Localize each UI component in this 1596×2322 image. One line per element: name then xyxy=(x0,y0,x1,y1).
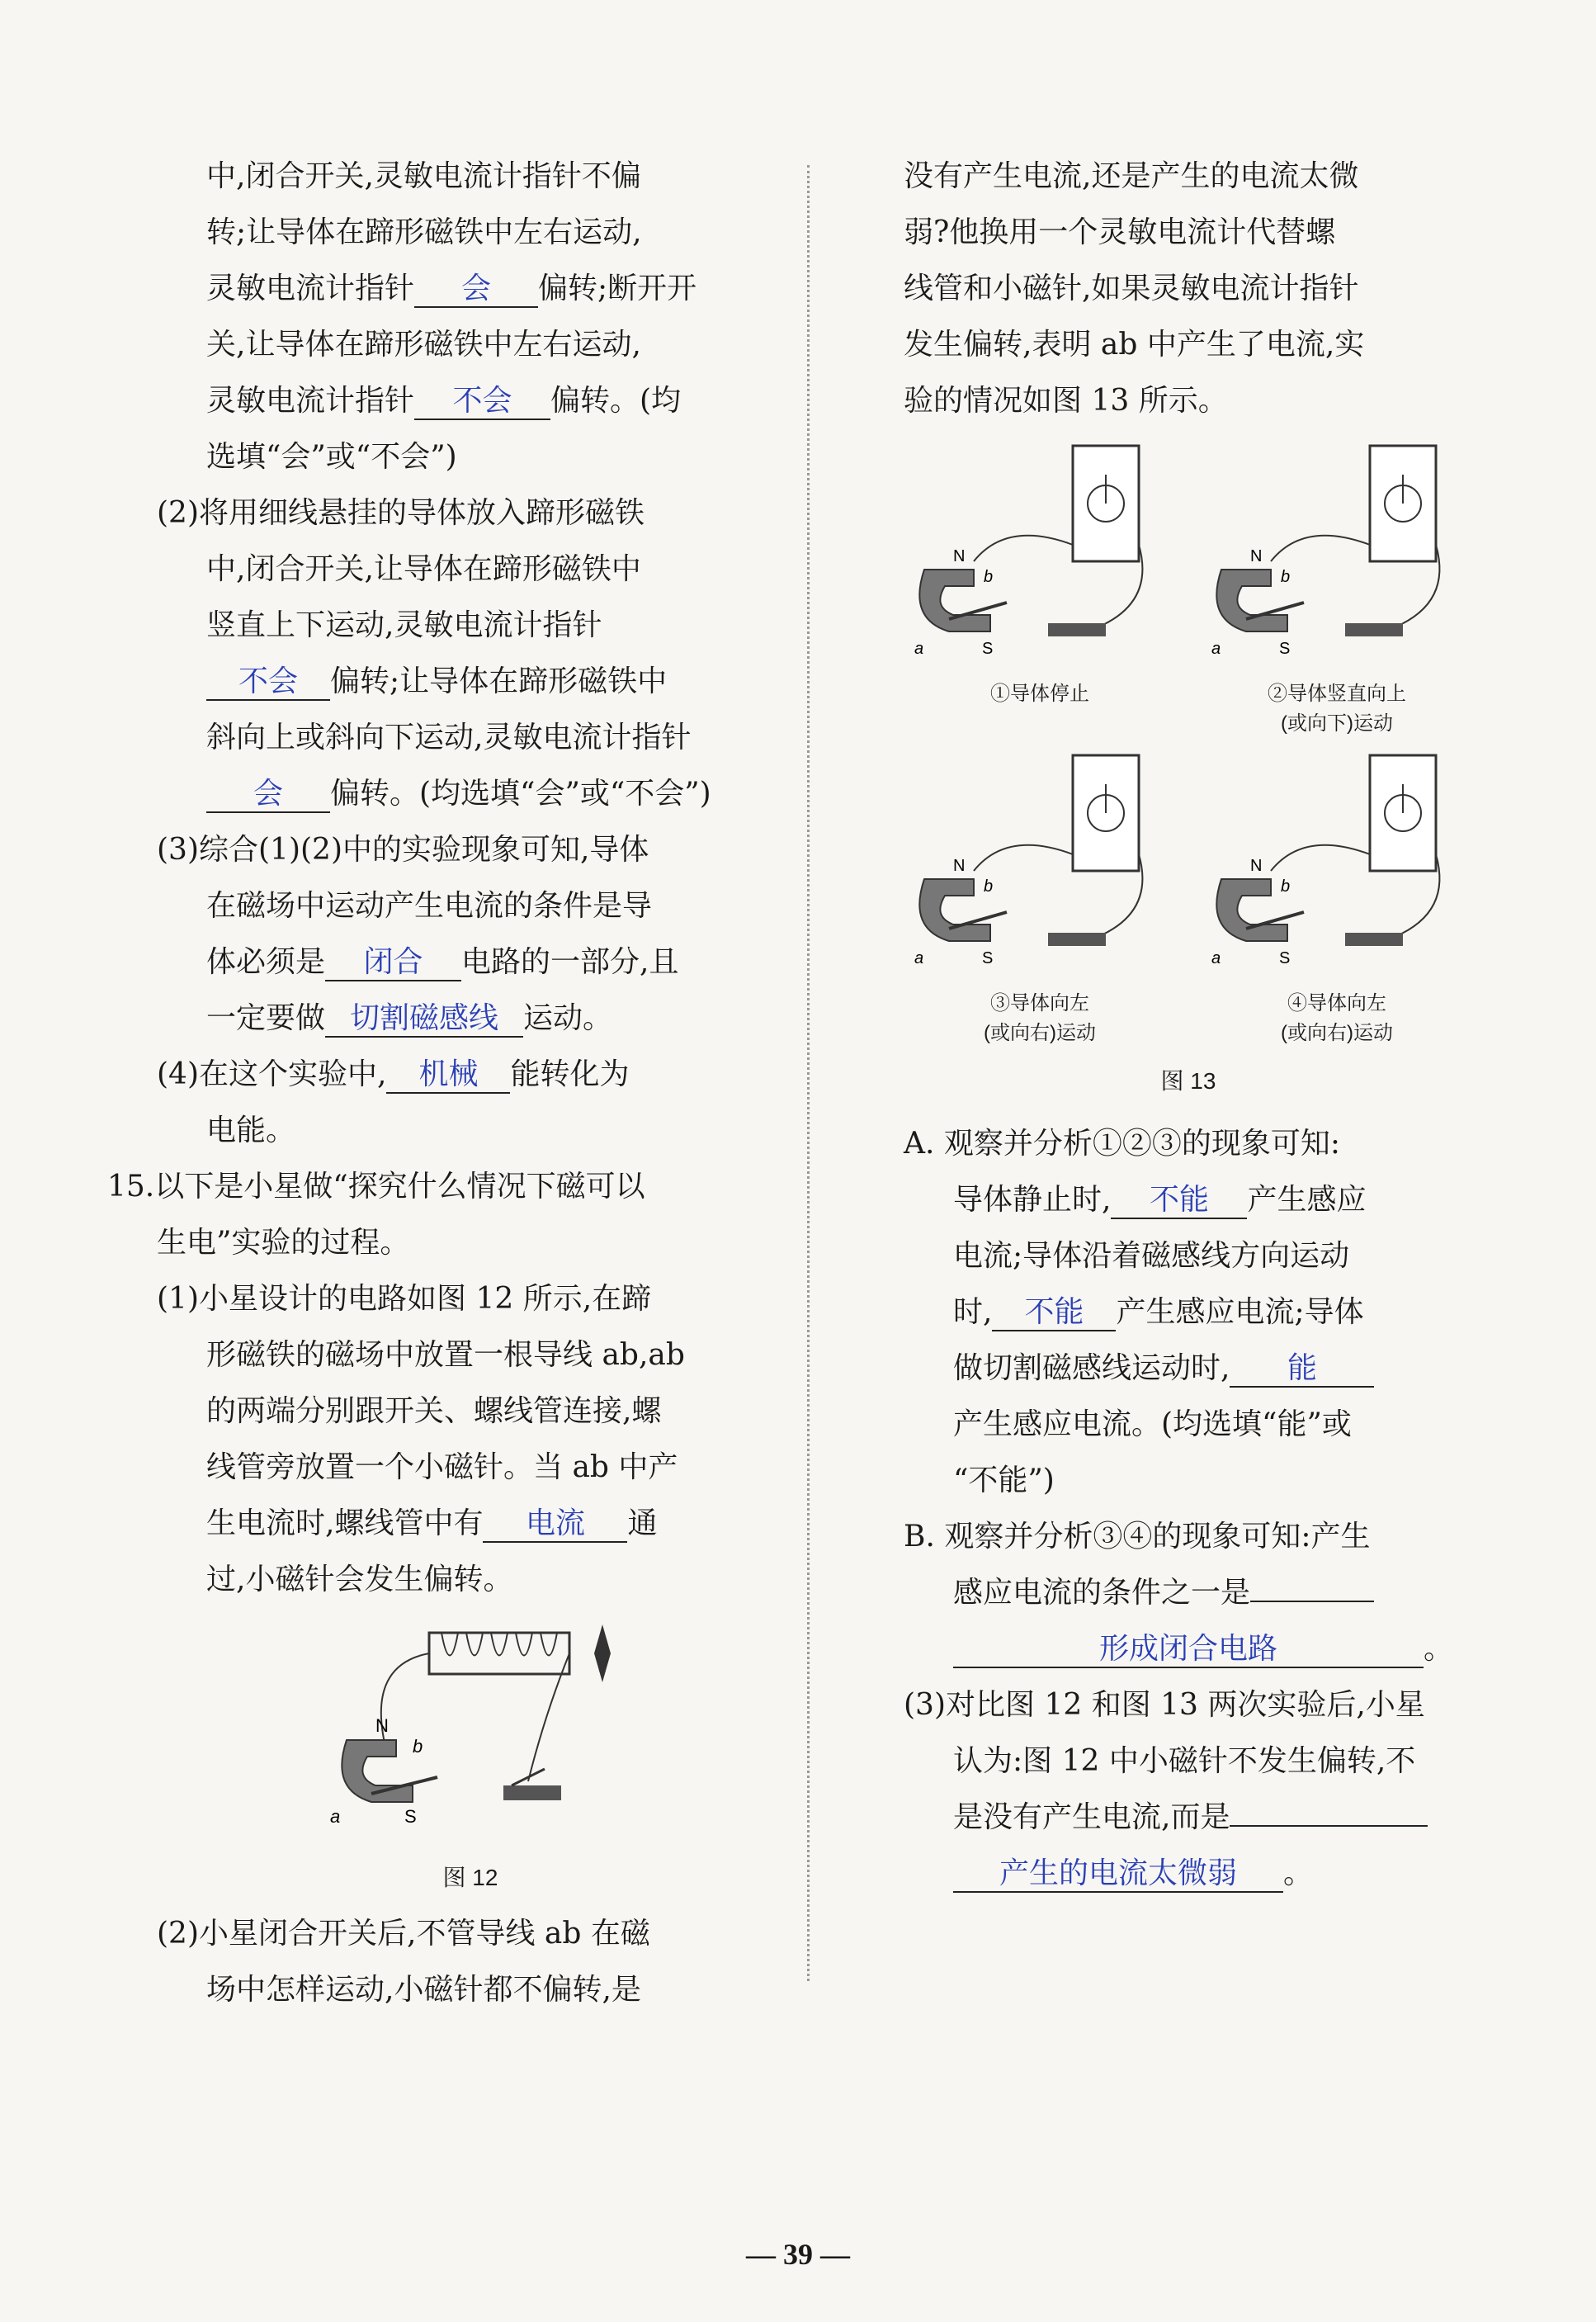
text-line: 体必须是 闭合 电路的一部分,且 xyxy=(157,934,784,991)
text-line: 竖直上下运动,灵敏电流计指针 xyxy=(206,608,602,642)
label-a: a xyxy=(330,1806,341,1827)
text-line: 过,小磁针会发生偏转。 xyxy=(206,1563,513,1596)
answer-blank: 形成闭合电路 xyxy=(953,1630,1424,1668)
text-line: 线管和小磁针,如果灵敏电流计指针 xyxy=(904,272,1359,305)
answer-blank-underline xyxy=(1250,1601,1374,1602)
text-line: 感应电流的条件之一是 xyxy=(904,1565,1465,1621)
text-line: (1)小星设计的电路如图 12 所示,在蹄 xyxy=(157,1282,652,1316)
text-line: 关,让导体在蹄形磁铁中左右运动, xyxy=(206,328,641,362)
circuit-diagram xyxy=(908,747,1172,970)
figure-13-panel-4 xyxy=(1201,747,1473,1048)
answer-blank: 不能 xyxy=(1111,1181,1247,1219)
label-a: a xyxy=(1211,949,1221,967)
text-line: 是没有产生电流,而是 xyxy=(904,1790,1465,1846)
panel-caption: (或向右)运动 xyxy=(984,1022,1096,1044)
text-line: 生电”实验的过程。 xyxy=(157,1226,410,1260)
panel-caption: ②导体竖直向上 xyxy=(1268,683,1406,705)
text-line: 时, 不能 产生感应电流;导体 xyxy=(904,1284,1465,1341)
label-N: N xyxy=(953,547,966,565)
text-line: 产生感应电流。(均选填“能”或 xyxy=(953,1407,1352,1441)
text-line: “不能”) xyxy=(953,1464,1055,1497)
text-line: (3)综合(1)(2)中的实验现象可知,导体 xyxy=(157,833,649,867)
text-line: 认为:图 12 中小磁针不发生偏转,不 xyxy=(953,1744,1416,1778)
answer-blank: 机械 xyxy=(386,1056,510,1094)
label-S: S xyxy=(982,640,994,658)
circuit-diagram xyxy=(908,437,1172,660)
page-number: — 39 — xyxy=(746,2238,850,2271)
text-line: 产生的电流太微弱 。 xyxy=(904,1846,1465,1902)
text-line: 场中怎样运动,小磁针都不偏转,是 xyxy=(206,1973,641,2007)
text-line: 转;让导体在蹄形磁铁中左右运动, xyxy=(206,215,642,249)
label-S: S xyxy=(1279,949,1291,967)
left-column xyxy=(107,149,784,2018)
label-N: N xyxy=(953,857,966,875)
text-line: 形成闭合电路 。 xyxy=(904,1621,1465,1677)
text-line: (2)小星闭合开关后,不管导线 ab 在磁 xyxy=(157,1917,650,1951)
text-line: 线管旁放置一个小磁针。当 ab 中产 xyxy=(206,1450,678,1484)
answer-blank: 产生的电流太微弱 xyxy=(953,1855,1283,1893)
figure-13-panel-2 xyxy=(1201,437,1473,739)
answer-blank: 会 xyxy=(414,270,538,308)
answer-blank: 不会 xyxy=(206,663,330,701)
text-line: 形磁铁的磁场中放置一根导线 ab,ab xyxy=(206,1338,685,1372)
text-line: 灵敏电流计指针 不会 偏转。(均 xyxy=(157,373,784,429)
answer-blank: 闭合 xyxy=(325,943,461,981)
label-S: S xyxy=(982,949,994,967)
answer-blank: 会 xyxy=(206,775,330,813)
text-line: (3)对比图 12 和图 13 两次实验后,小星 xyxy=(904,1688,1425,1722)
label-N: N xyxy=(1250,857,1263,875)
text-line: (2)将用细线悬挂的导体放入蹄形磁铁 xyxy=(157,496,645,530)
text-line: 的两端分别跟开关、螺线管连接,螺 xyxy=(206,1394,662,1428)
label-a: a xyxy=(914,640,924,658)
text-line: 弱?他换用一个灵敏电流计代替螺 xyxy=(904,215,1336,249)
text-line: 在磁场中运动产生电流的条件是导 xyxy=(206,889,653,923)
circuit-diagram xyxy=(1205,437,1469,660)
text-line: 导体静止时, 不能 产生感应 xyxy=(904,1172,1465,1228)
circuit-diagram-12 xyxy=(297,1616,644,1831)
text-line: 中,闭合开关,灵敏电流计指针不偏 xyxy=(206,159,641,193)
figure-12 xyxy=(157,1616,784,1906)
text-line: 电能。 xyxy=(206,1114,296,1147)
text-line: B. 观察并分析③④的现象可知:产生 xyxy=(904,1520,1371,1554)
label-S: S xyxy=(404,1806,417,1827)
figure-caption: 图 12 xyxy=(442,1865,498,1890)
label-N: N xyxy=(375,1715,389,1736)
label-b: b xyxy=(413,1736,423,1757)
figure-13-panel-1 xyxy=(904,437,1176,739)
label-b: b xyxy=(1281,568,1291,586)
answer-blank: 电流 xyxy=(483,1505,627,1543)
panel-caption: ①导体停止 xyxy=(990,683,1089,705)
text-line: 没有产生电流,还是产生的电流太微 xyxy=(904,159,1359,193)
right-column xyxy=(904,149,1465,1902)
text-line: 15.以下是小星做“探究什么情况下磁可以 xyxy=(107,1170,645,1204)
text-line: 选填“会”或“不会”) xyxy=(206,440,457,474)
text-line: 发生偏转,表明 ab 中产生了电流,实 xyxy=(904,328,1365,362)
label-b: b xyxy=(984,877,994,896)
text-line: 不会 偏转;让导体在蹄形磁铁中 xyxy=(157,654,784,710)
label-a: a xyxy=(914,949,924,967)
figure-caption: 图 13 xyxy=(1160,1068,1216,1094)
answer-blank: 不能 xyxy=(992,1293,1116,1331)
text-line: 电流;导体沿着磁感线方向运动 xyxy=(953,1239,1350,1273)
answer-blank: 能 xyxy=(1230,1350,1374,1388)
label-b: b xyxy=(984,568,994,586)
text-line: A. 观察并分析①②③的现象可知: xyxy=(904,1127,1341,1161)
label-a: a xyxy=(1211,640,1221,658)
text-line: 灵敏电流计指针 会 偏转;断开开 xyxy=(157,261,784,317)
panel-caption: ④导体向左 xyxy=(1287,992,1386,1014)
panel-caption: (或向右)运动 xyxy=(1281,1022,1393,1044)
text-line: 做切割磁感线运动时, 能 xyxy=(904,1341,1465,1397)
panel-caption: ③导体向左 xyxy=(990,992,1089,1014)
column-divider xyxy=(807,165,810,1981)
text-line: 中,闭合开关,让导体在蹄形磁铁中 xyxy=(206,552,641,586)
label-b: b xyxy=(1281,877,1291,896)
figure-13-panel-3 xyxy=(904,747,1176,1048)
text-line: 验的情况如图 13 所示。 xyxy=(904,384,1228,418)
figure-13 xyxy=(904,437,1465,1048)
text-line: 斜向上或斜向下运动,灵敏电流计指针 xyxy=(206,721,692,754)
answer-blank: 切割磁感线 xyxy=(325,1000,523,1038)
label-S: S xyxy=(1279,640,1291,658)
text-line: (4)在这个实验中, 机械 能转化为 xyxy=(157,1047,784,1103)
text-line: 生电流时,螺线管中有 电流 通 xyxy=(157,1496,784,1552)
circuit-diagram xyxy=(1205,747,1469,970)
label-N: N xyxy=(1250,547,1263,565)
text-line: 一定要做 切割磁感线 运动。 xyxy=(157,991,784,1047)
answer-blank-underline xyxy=(1230,1825,1428,1827)
answer-blank: 不会 xyxy=(414,382,550,420)
panel-caption: (或向下)运动 xyxy=(1281,712,1393,735)
text-line: 会 偏转。(均选填“会”或“不会”) xyxy=(157,766,784,822)
